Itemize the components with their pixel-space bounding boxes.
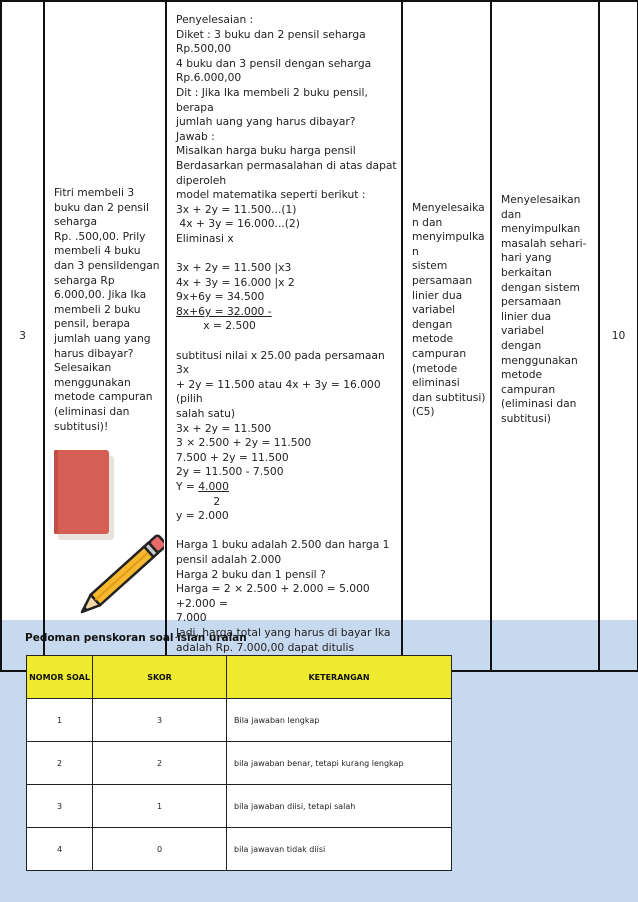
solution-line: Jawab : [176,129,215,143]
objective-line: variabel [501,324,545,338]
question-line: dan 3 pensildengan [54,258,160,272]
indicator-line: campuran [412,346,467,360]
objective-line: dan [501,207,522,221]
indicator-line: linier dua [412,288,463,302]
solution-line: Harga = 2 × 2.500 + 2.000 = 5.000 +2.000 = [176,582,374,610]
question-text [54,186,161,434]
solution-line: 7.000 [176,611,207,625]
indicator-line: n dan [412,215,443,229]
objective-line: subtitusi) [501,411,551,425]
objective-cell [491,1,599,671]
question-line: subtitusi)! [54,419,109,433]
table-row [27,699,452,742]
solution-line: Harga 1 buku adalah 2.500 dan harga 1 [176,538,390,552]
question-line: metode campuran [54,390,153,404]
solution-line: y = 2.000 [176,509,229,523]
solution-text [176,13,397,670]
question-line: seharga [54,215,98,229]
indicator-text [412,201,486,420]
objective-line: (eliminasi dan [501,397,577,411]
indicator-line: (C5) [412,405,435,419]
solution-line [176,334,397,349]
indicator-line: dan subtitusi) [412,390,486,404]
solution-line: Y = 4.000 [176,480,229,493]
skor-cell: 0 [93,828,227,871]
question-line: harus dibayar? [54,346,134,360]
solution-line: x = 2.500 [176,319,256,333]
table-row [27,742,452,785]
question-line: jumlah uang yang [54,331,151,345]
keterangan-cell: Bila jawaban lengkap [227,699,452,742]
question-line: Rp. .500,00. Prily [54,229,146,243]
solution-line: adalah Rp. 7.000,00 dapat ditulis [176,640,355,654]
solution-line: 4x + 3y = 16.000 |x 2 [176,275,295,289]
solution-line: salah satu) [176,407,236,421]
solution-line: Eliminasi x [176,231,234,245]
question-number: 3 [19,328,26,342]
objective-text [501,193,594,427]
solution-line: 3x + 2y = 11.500 [176,421,272,435]
solution-line [176,247,397,262]
solution-line: Rp.6.000,00 [176,71,242,85]
solution-line: 8x+6y = 32.000 - [176,304,272,318]
solution-line: Rp.500,00 [176,42,232,56]
objective-line: berkaitan [501,265,552,279]
question-line: (eliminasi dan [54,404,130,418]
solution-line: 9x+6y = 34.500 [176,290,265,304]
objective-line: persamaan [501,295,562,309]
solution-line: 7.500 + 2y = 11.500 [176,450,289,464]
solution-line: pensil adalah 2.000 [176,552,282,566]
solution-line: 3x + 2y = 11.500...(1) [176,202,297,216]
question-number-cell [1,1,44,671]
keterangan-cell: bila jawavan tidak diisi [227,828,452,871]
table-row [27,785,452,828]
solution-line: Berdasarkan permasalahan di atas dapat [176,158,397,172]
nomor-cell: 2 [27,742,93,785]
solution-line: Misalkan harga buku harga pensil [176,144,356,158]
solution-line: Jadi, harga total yang harus di bayar Ika [176,625,391,639]
question-line: Selesaikan [54,361,112,375]
indicator-line: (metode [412,361,458,375]
question-line: membeli 4 buku [54,244,141,258]
question-line: seharga Rp [54,273,115,287]
table-row [27,828,452,871]
indicator-line: Menyelesaika [412,201,485,214]
pencil-icon [54,444,164,619]
solution-line: 2y = 11.500 - 7.500 [176,465,284,479]
objective-line: hari yang [501,251,552,265]
objective-line: linier dua [501,309,552,323]
indicator-line: menyimpulka [412,230,485,244]
skor-cell: 1 [93,785,227,828]
keterangan-cell: bila jawaban diisi, tetapi salah [227,785,452,828]
objective-line: campuran [501,382,556,396]
scoring-guide-title: Pedoman penskoran soal isian uraian [25,632,247,644]
objective-line: Menyelesaikan [501,193,581,206]
solution-line: Diket : 3 buku dan 2 pensil seharga [176,27,366,41]
objective-line: metode [501,368,543,382]
score-value: 10 [611,328,626,342]
question-line: buku dan 2 pensil [54,200,149,214]
header-keterangan: KETERANGAN [227,656,452,699]
solution-line: 3 × 2.500 + 2y = 11.500 [176,436,312,450]
solution-line: Penyelesaian : [176,13,254,26]
objective-line: menyimpulkan [501,222,581,236]
objective-line: dengan [501,338,542,352]
keterangan-cell: bila jawaban benar, tetapi kurang lengkap [227,742,452,785]
indicator-line: dengan [412,317,453,331]
question-line: menggunakan [54,375,131,389]
scoring-header-row [27,656,452,699]
header-nomor-soal: NOMOR SOAL [27,656,93,699]
header-skor: SKOR [93,656,227,699]
skor-cell: 3 [93,699,227,742]
solution-line: + 2y = 11.500 atau 4x + 3y = 16.000 (pilih [176,377,385,406]
question-line: membeli 2 buku [54,302,141,316]
nomor-cell: 1 [27,699,93,742]
solution-line: diperoleh [176,173,227,187]
solution-line: model matematika seperti berikut : [176,188,366,202]
indicator-line: persamaan [412,273,473,287]
objective-line: masalah sehari- [501,236,587,250]
objective-line: menggunakan [501,353,578,367]
solution-line: 4x + 3y = 16.000...(2) [176,217,300,231]
solution-line: Dit : Jika Ika membeli 2 buku pensil, berapa [176,85,372,114]
skor-cell: 2 [93,742,227,785]
solution-line: Harga 2 buku dan 1 pensil ? [176,567,326,581]
indicator-line: sistem [412,259,448,273]
score-cell [599,1,638,671]
table-row [1,1,638,671]
solution-line: 2 [176,494,221,508]
solution-line: subtitusi nilai x 25.00 pada persamaan 3x [176,348,389,377]
objective-line: dengan sistem [501,280,580,294]
indicator-line: variabel [412,303,456,317]
indicator-line: eliminasi [412,376,460,390]
indicator-cell [402,1,491,671]
scoring-table [26,655,452,871]
nomor-cell: 4 [27,828,93,871]
question-line: Fitri membeli 3 [54,186,135,199]
solution-line: 4 buku dan 3 pensil dengan seharga [176,56,372,70]
solution-line [176,524,397,539]
solution-line: 3x + 2y = 11.500 |x3 [176,261,292,275]
question-line: 6.000,00. Jika Ika [54,288,147,302]
book-pencil-illustration [54,444,164,619]
solution-cell [166,1,402,671]
indicator-line: metode [412,332,454,346]
solution-line: jumlah uang yang harus dibayar? [176,115,356,129]
nomor-cell: 3 [27,785,93,828]
indicator-line: n [412,244,419,258]
question-cell [44,1,166,671]
question-line: pensil, berapa [54,317,131,331]
